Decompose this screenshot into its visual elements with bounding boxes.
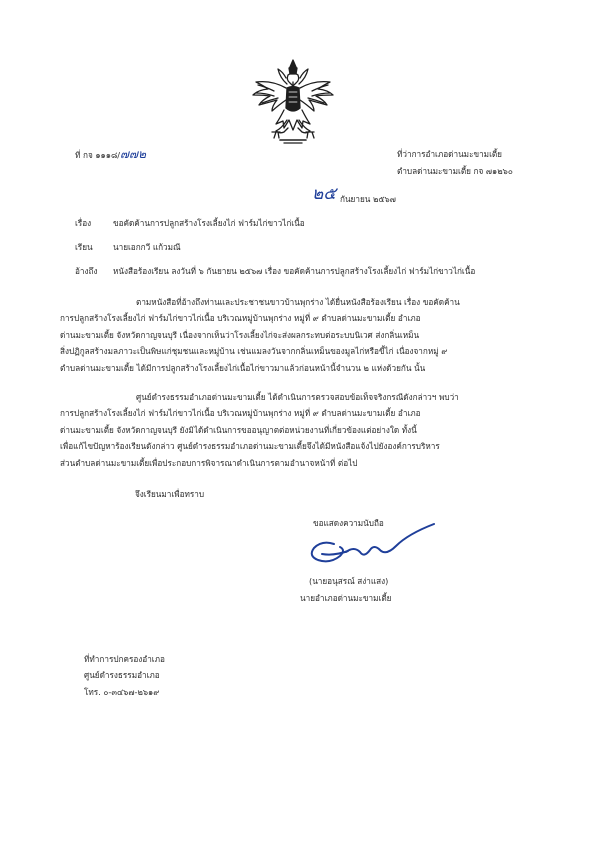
recipient-name: นายเอกกวี แก้วมณี	[113, 242, 181, 252]
subject-text: ขอคัดค้านการปลูกสร้างโรงเลี้ยงไก่ ฟาร์มไก่ขาวไก่เนื้อ	[113, 218, 305, 228]
footer-phone: โทร. ๐-๓๔๖๗-๒๖๑๙	[84, 687, 160, 697]
paragraph-1-line: ด่านมะขามเตี้ย จังหวัดกาญจนบุรี เนื่องจากเห็นว่าโรงเลี้ยงไก่จะส่งผลกระทบต่อระบบนิเวศ ส่งกลิ่นเหม็น	[60, 329, 420, 340]
paragraph-1-line: ตำบลด่านมะขามเตี้ย ได้มีการปลูกสร้างโรงเลี้ยงไก่เนื้อไก่ขาวมาแล้วก่อนหน้านี้จำนวน ๒ แห่งด้วยกัน นั้น	[60, 362, 426, 373]
reference-label: อ้างถึง	[75, 266, 98, 276]
paragraph-1-line: การปลูกสร้างโรงเลี้ยงไก่ ฟาร์มไก่ขาวไก่เนื้อ บริเวณหมู่บ้านพุกร่าง หมู่ที่ ๙ ตำบลด่านมะขามเตี้ย อำเภอ	[60, 313, 421, 324]
reference-number	[75, 148, 146, 160]
reference-text: หนังสือร้องเรียน ลงวันที่ ๖ กันยายน ๒๕๖๗ เรื่อง ขอคัดค้านการปลูกสร้างโรงเลี้ยงไก่ ฟาร์มไก่ขาวไก่เนื้อ	[113, 266, 476, 276]
date-month-year: กันยายน ๒๕๖๗	[340, 194, 396, 204]
closing-note: จึงเรียนมาเพื่อทราบ	[135, 489, 205, 499]
signer-name: (นายอนุสรณ์ สง่าแสง)	[309, 576, 389, 586]
regards-text: ขอแสดงความนับถือ	[313, 518, 384, 528]
recipient-label: เรียน	[75, 242, 93, 252]
paragraph-1-line: สิ่งปฏิกูลสร้างมลภาวะเป็นพิษแก่ชุมชนและหมู่บ้าน เช่นแมลงวันจากกลิ่นเหม็นของมูลไก่หรือขี้ไก่ เนื่องจากหมู่ ๙	[60, 346, 448, 357]
date-day-handwritten: ๒๕	[312, 184, 337, 204]
reference-number-label: ที่ กจ ๑๑๑๘/	[75, 150, 121, 160]
paragraph-2-line: การปลูกสร้างโรงเลี้ยงไก่ ฟาร์มไก่ขาวไก่เนื้อ บริเวณหมู่บ้านพุกร่าง หมู่ที่ ๙ ตำบลด่านมะขามเตี้ย อำเภอ	[60, 408, 421, 419]
office-address-line-2: ตำบลด่านมะขามเตี้ย กจ ๗๑๒๖๐	[397, 166, 513, 176]
paragraph-2-line: ศูนย์ดำรงธรรมอำเภอด่านมะขามเตี้ย ได้ดำเนินการตรวจสอบข้อเท็จจริงกรณีดังกล่าวฯ พบว่า	[136, 392, 459, 402]
signer-title: นายอำเภอด่านมะขามเตี้ย	[300, 593, 392, 603]
body-paragraph-1	[60, 294, 540, 376]
body-paragraph-2	[60, 389, 540, 471]
office-address-line-1: ที่ว่าการอำเภอด่านมะขามเตี้ย	[397, 149, 502, 159]
paragraph-2-line: ด่านมะขามเตี้ย จังหวัดกาญจนบุรี ยังมิได้ดำเนินการขออนุญาตต่อหน่วยงานที่เกี่ยวข้องแต่อย่างใด ทั้งนี้	[60, 424, 417, 435]
reference-number-handwritten: ๗๗๒	[120, 147, 146, 161]
paragraph-2-line: เพื่อแก้ไขปัญหาร้องเรียนดังกล่าว ศูนย์ดำรงธรรมอำเภอด่านมะขามเตี้ยจึงได้มีหนังสือแจ้งไปยังองค์การบริหาร	[60, 441, 440, 452]
handwritten-signature-icon	[300, 520, 440, 572]
footer-department: ที่ทำการปกครองอำเภอ	[84, 654, 165, 664]
paragraph-2-line: ส่วนตำบลด่านมะขามเตี้ยเพื่อประกอบการพิจารณาดำเนินการตามอำนาจหน้าที่ ต่อไป	[60, 457, 358, 468]
footer-center: ศูนย์ดำรงธรรมอำเภอ	[84, 670, 160, 680]
paragraph-1-line: ตามหนังสือที่อ้างถึงท่านและประชาชนขาวบ้านพุกร่าง ได้ยื่นหนังสือร้องเรียน เรื่อง ขอคัดค้าน	[136, 297, 460, 307]
garuda-emblem-icon	[250, 58, 336, 146]
subject-label: เรื่อง	[75, 218, 92, 228]
